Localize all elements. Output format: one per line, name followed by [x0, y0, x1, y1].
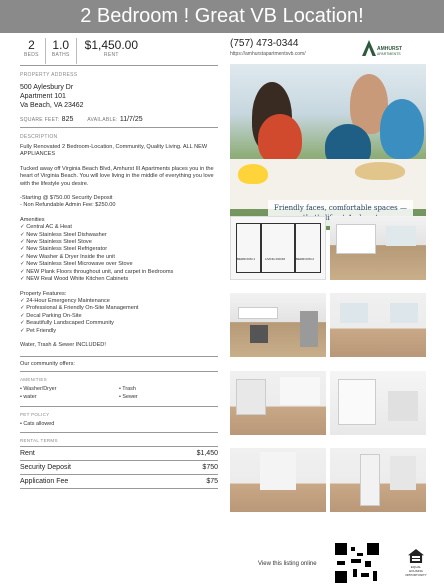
floorplan-room-label: BEDROOM 1 — [237, 257, 256, 261]
offered-amenity: • Trash — [119, 386, 136, 393]
hero-photo — [230, 64, 426, 230]
view-listing-online[interactable]: View this listing online — [258, 561, 317, 567]
logo-sub: APARTMENTS — [377, 52, 401, 56]
kitchen-photo — [330, 216, 426, 280]
unit-meta — [20, 116, 218, 128]
key-stats — [20, 38, 218, 66]
feature-item: ✓ Professional & Friendly On-Site Management — [20, 305, 139, 312]
deposit-line: -Starting @ $750.00 Security Deposit — [20, 195, 113, 202]
baths-value: 1.0 — [52, 38, 70, 52]
offered-amenity: • Sewer — [119, 394, 138, 401]
baths-stat — [46, 38, 77, 64]
amenity-item: ✓ NEW Real Wood White Kitchen Cabinets — [20, 276, 129, 283]
bedroom-photo — [230, 371, 326, 435]
terms-key: Security Deposit — [20, 464, 71, 472]
amenity-item: ✓ NEW Plank Floors throughout unit, and carpet in Bedrooms — [20, 268, 174, 275]
feature-item: ✓ Decal Parking On-Site — [20, 312, 82, 319]
floorplan-image — [230, 216, 326, 280]
amenity-item: ✓ New Stainless Steel Refrigerator — [20, 246, 108, 253]
sqft-label: SQUARE FEET: — [20, 117, 60, 123]
offered-amenities — [20, 386, 218, 400]
available-label: AVAILABLE: — [87, 117, 118, 123]
feature-item: ✓ Pet Friendly — [20, 327, 57, 334]
equal-housing-icon — [405, 549, 427, 577]
address-line-1: 500 Aylesbury Dr — [20, 84, 74, 91]
beds-stat — [20, 38, 46, 64]
address-line-2: Apartment 101 — [20, 93, 66, 100]
terms-row-application-fee — [20, 475, 218, 489]
logo-name: AMHURST — [377, 46, 402, 52]
amenity-item: ✓ New Stainless Steel Dishwasher — [20, 231, 107, 238]
terms-value: $750 — [202, 464, 218, 472]
terms-key: Application Fee — [20, 478, 69, 486]
offers-heading: Our community offers: — [20, 361, 75, 368]
kitchen-appliances-photo — [230, 293, 326, 357]
admin-fee-line: - Non Refundable Admin Fee: $250.00 — [20, 202, 116, 209]
baths-label: BATHS — [51, 52, 70, 58]
feature-item: ✓ 24-Hour Emergency Maintenance — [20, 297, 110, 304]
terms-key: Rent — [20, 450, 35, 458]
hero-caption-line-1: Friendly faces, comfortable spaces — — [274, 204, 407, 212]
description-paragraph: Tucked away off Virginia Beach Blvd, Amhurst III Apartments places you in the heart of Virginia Beach. You will love living in the middle of everything you love with the lifestyle you desire. — [20, 165, 214, 187]
amhurst-logo — [362, 40, 420, 62]
bathroom-photo — [330, 371, 426, 435]
listing-details — [20, 38, 218, 489]
floorplan-room-label: LIVING ROOM — [265, 257, 286, 261]
property-address — [20, 83, 218, 110]
feature-item: ✓ Beautifully Landscaped Community — [20, 320, 114, 327]
rent-stat — [77, 38, 144, 58]
beds-value: 2 — [28, 38, 35, 52]
rent-value: $1,450.00 — [84, 38, 139, 52]
rental-terms — [20, 446, 218, 489]
offered-amenity: • Washer/Dryer — [20, 386, 57, 393]
listing-title: 2 Bedroom ! Great VB Location! — [0, 0, 444, 33]
beds-label: BEDS — [24, 52, 39, 58]
rent-label: RENT — [103, 52, 119, 58]
equal-housing-text: EQUAL HOUSING OPPORTUNITY — [405, 565, 427, 577]
floorplan-room-label: BEDROOM 2 — [296, 257, 315, 261]
description-label: DESCRIPTION — [20, 134, 58, 140]
terms-row-deposit — [20, 461, 218, 475]
amenities-title: Amenities — [20, 216, 45, 223]
rental-terms-label: RENTAL TERMS — [20, 438, 58, 444]
hallway-photo — [230, 448, 326, 512]
address-line-3: Va Beach, VA 23462 — [20, 102, 84, 109]
address-label: PROPERTY ADDRESS — [20, 72, 78, 78]
terms-row-rent — [20, 447, 218, 461]
terms-value: $1,450 — [196, 450, 218, 458]
media-column — [230, 38, 426, 261]
terms-value: $75 — [206, 478, 218, 486]
description-body — [20, 144, 218, 349]
amenities-label: AMENITIES — [20, 377, 47, 383]
available-value: 11/7/25 — [119, 116, 143, 123]
utilities-note: Water, Trash & Sewer INCLUDED! — [20, 341, 106, 348]
logo-mark-icon — [362, 40, 376, 56]
living-room-photo — [330, 293, 426, 357]
amenity-item: ✓ Central AC & Heat — [20, 224, 72, 231]
amenity-item: ✓ New Washer & Dryer Inside the unit — [20, 253, 115, 260]
pet-policy-label: PET POLICY — [20, 412, 50, 418]
contact-phone[interactable]: (757) 473-0344 — [230, 38, 299, 49]
listing-qr-code[interactable] — [333, 541, 381, 585]
features-title: Property Features: — [20, 290, 67, 297]
amenity-item: ✓ New Stainless Steel Microwave over Stove — [20, 261, 133, 268]
pet-policy-item: • Cats allowed — [20, 421, 55, 428]
description-intro: Fully Renovated 2 Bedroom-Location, Community, Quality Living. ALL NEW APPLIANCES — [20, 144, 208, 158]
website-link[interactable]: https://amhurstapartmentsvb.com/ — [230, 51, 306, 57]
amenity-item: ✓ New Stainless Steel Stove — [20, 239, 92, 246]
offered-amenity: • water — [20, 394, 37, 401]
laundry-photo — [330, 448, 426, 512]
sqft-value: 825 — [61, 116, 74, 123]
